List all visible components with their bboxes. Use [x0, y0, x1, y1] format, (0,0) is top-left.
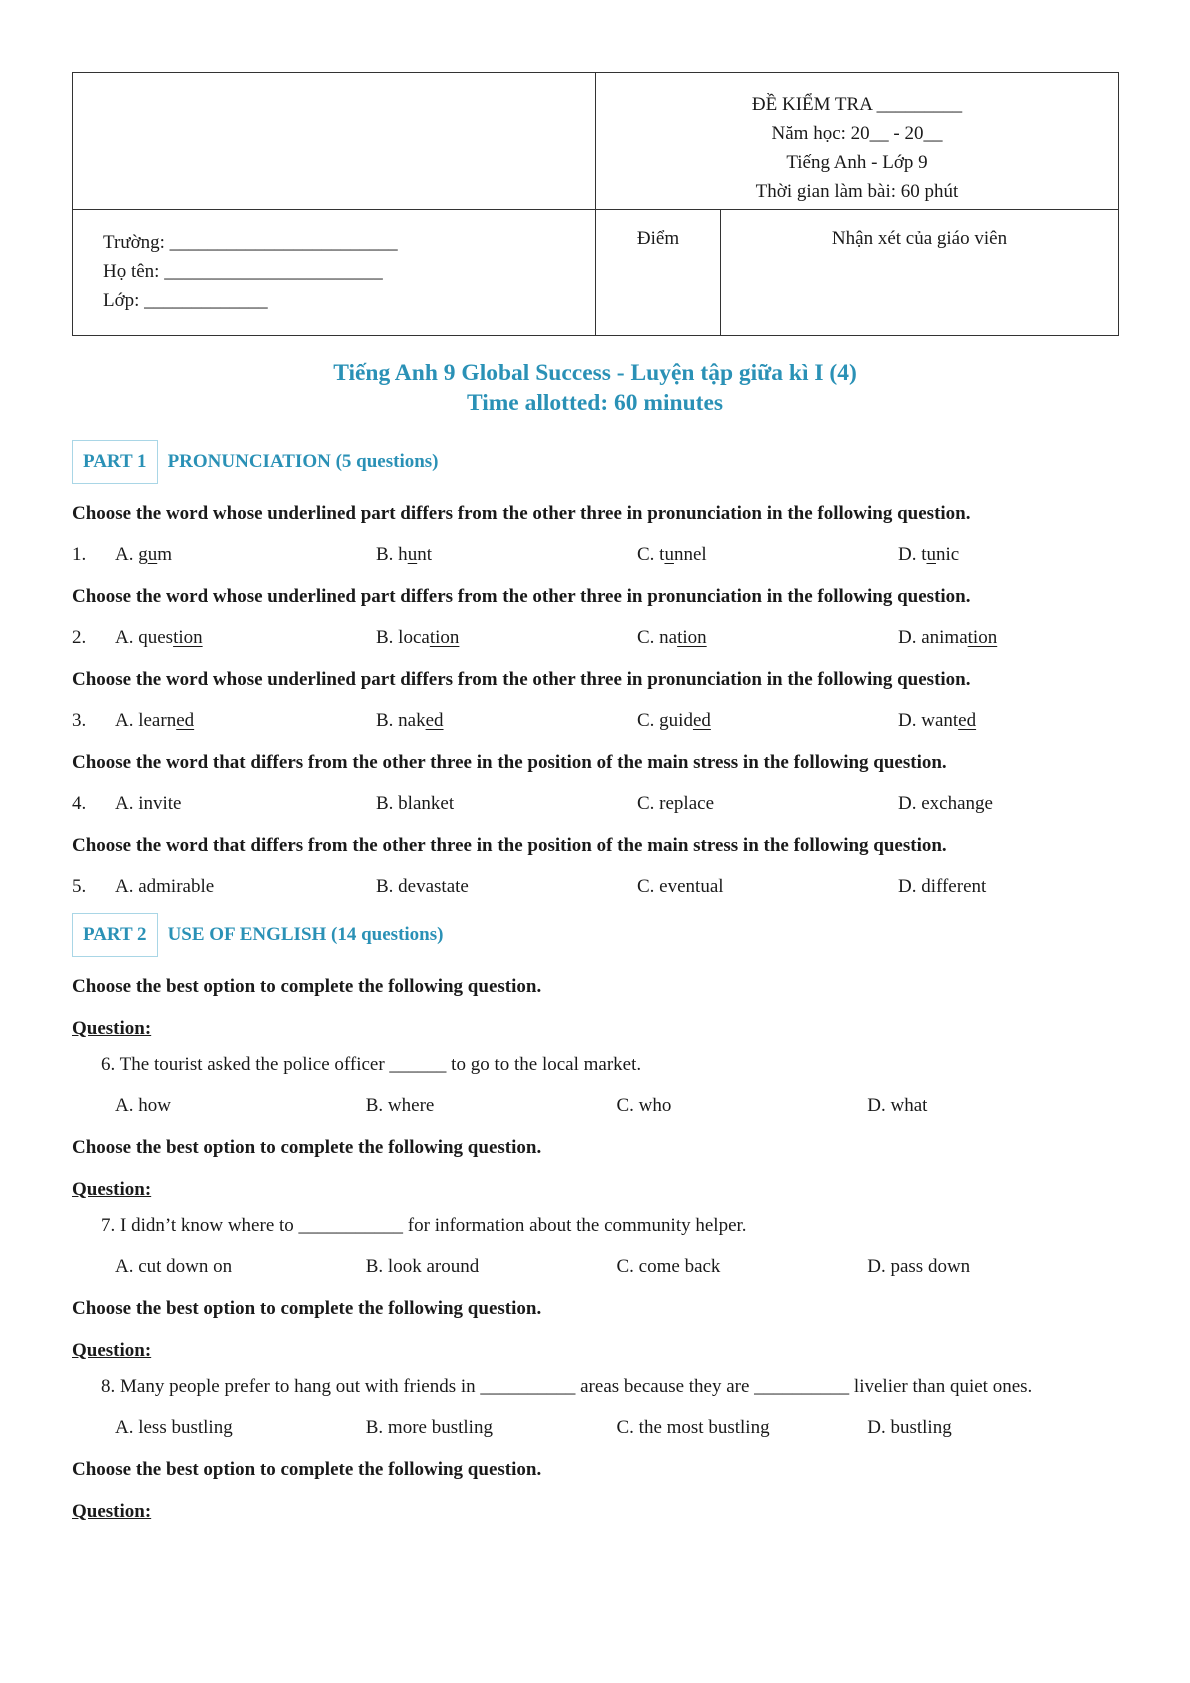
answer-option[interactable]: C. come back: [616, 1256, 721, 1277]
part1-header: [72, 440, 1118, 484]
question-instruction: Choose the best option to complete the following question.: [72, 1298, 542, 1319]
question-label: Question:: [72, 1179, 152, 1200]
answer-option[interactable]: A. admirable: [115, 876, 215, 897]
answer-option[interactable]: D. tunic: [898, 544, 960, 565]
school-field[interactable]: Trường: ________________________: [103, 232, 398, 253]
options-row: [72, 1255, 1118, 1279]
answer-option[interactable]: A. invite: [115, 793, 182, 814]
underlined-part: ed: [176, 710, 195, 731]
class-field[interactable]: Lớp: _____________: [103, 290, 268, 311]
question-instruction: Choose the word that differs from the other three in the position of the main stress in the following question.: [72, 752, 947, 773]
answer-option[interactable]: C. eventual: [637, 876, 724, 897]
answer-option[interactable]: D. wanted: [898, 710, 977, 731]
answer-option[interactable]: B. blanket: [376, 793, 455, 814]
answer-option[interactable]: C. nation: [637, 627, 707, 648]
underlined-part: tion: [677, 627, 707, 648]
exam-title: ĐỀ KIỂM TRA _________: [751, 94, 963, 115]
question-instruction: Choose the best option to complete the following question.: [72, 1137, 542, 1158]
question-number: 1.: [72, 544, 87, 565]
part2-header: [72, 913, 1118, 957]
underlined-part: u: [407, 544, 418, 565]
school-year: Năm học: 20__ - 20__: [771, 123, 943, 144]
answer-option[interactable]: A. learned: [115, 710, 195, 731]
question-number: 3.: [72, 710, 87, 731]
student-info-cell: [73, 210, 596, 336]
question-instruction: Choose the word that differs from the other three in the position of the main stress in the following question.: [72, 835, 947, 856]
part1-heading: PRONUNCIATION (5 questions): [167, 451, 439, 472]
teacher-comment-cell: Nhận xét của giáo viên: [721, 210, 1119, 336]
question-instruction: Choose the best option to complete the following question.: [72, 976, 542, 997]
part2-tag: PART 2: [72, 913, 158, 957]
question-instruction: Choose the word whose underlined part differs from the other three in pronunciation in the following question.: [72, 503, 971, 524]
answer-option[interactable]: D. what: [867, 1095, 928, 1116]
answer-option[interactable]: C. the most bustling: [616, 1417, 770, 1438]
exam-info-cell: [596, 73, 1119, 210]
answer-option[interactable]: A. how: [115, 1095, 171, 1116]
question-number: 2.: [72, 627, 87, 648]
answer-option[interactable]: A. gum: [115, 544, 173, 565]
answer-option[interactable]: B. devastate: [376, 876, 469, 897]
question-instruction: Choose the best option to complete the following question.: [72, 1459, 542, 1480]
options-row: [72, 626, 1118, 650]
question-number: 5.: [72, 876, 87, 897]
options-row: [72, 543, 1118, 567]
underlined-part: ed: [425, 710, 444, 731]
answer-option[interactable]: C. guided: [637, 710, 711, 731]
options-row: [72, 709, 1118, 733]
part1-question-list: [72, 502, 1118, 899]
name-field[interactable]: Họ tên: _______________________: [103, 261, 383, 282]
question-instruction: Choose the word whose underlined part differs from the other three in pronunciation in the following question.: [72, 669, 971, 690]
answer-option[interactable]: B. more bustling: [365, 1417, 493, 1438]
underlined-part: ed: [958, 710, 977, 731]
score-cell: Điểm: [596, 210, 721, 336]
answer-option[interactable]: C. who: [616, 1095, 672, 1116]
answer-option[interactable]: A. less bustling: [115, 1417, 233, 1438]
header-table: [72, 72, 1119, 336]
underlined-part: tion: [173, 627, 203, 648]
question-label: Question:: [72, 1340, 152, 1361]
question-number: 4.: [72, 793, 87, 814]
answer-option[interactable]: A. question: [115, 627, 203, 648]
answer-option[interactable]: C. tunnel: [637, 544, 707, 565]
options-row: [72, 792, 1118, 816]
underlined-part: ed: [692, 710, 711, 731]
question-text: 7. I didn’t know where to ___________ for information about the community helper.: [101, 1215, 747, 1236]
underlined-part: tion: [967, 627, 998, 648]
underlined-part: u: [926, 544, 936, 565]
answer-option[interactable]: D. animation: [898, 627, 998, 648]
underlined-part: u: [664, 544, 674, 565]
answer-option[interactable]: D. exchange: [898, 793, 993, 814]
question-text: 6. The tourist asked the police officer ______ to go to the local market.: [101, 1054, 642, 1075]
answer-option[interactable]: D. pass down: [867, 1256, 971, 1277]
header-blank-cell: [73, 73, 596, 210]
answer-option[interactable]: D. different: [898, 876, 987, 897]
part2-question-list: [72, 975, 1118, 1524]
answer-option[interactable]: A. cut down on: [115, 1256, 233, 1277]
answer-option[interactable]: B. naked: [376, 710, 444, 731]
answer-option[interactable]: B. where: [365, 1095, 435, 1116]
options-row: [72, 875, 1118, 899]
answer-option[interactable]: D. bustling: [867, 1417, 952, 1438]
question-label: Question:: [72, 1018, 152, 1039]
question-label: Question:: [72, 1501, 152, 1522]
options-row: [72, 1416, 1118, 1440]
answer-option[interactable]: C. replace: [637, 793, 715, 814]
options-row: [72, 1094, 1118, 1118]
page-title: [72, 358, 1118, 418]
title-line-2: Time allotted: 60 minutes: [466, 390, 724, 416]
underlined-part: tion: [429, 627, 460, 648]
answer-option[interactable]: B. location: [376, 627, 460, 648]
question-text: 8. Many people prefer to hang out with friends in __________ areas because they are __________ livelier than quiet ones.: [101, 1376, 1033, 1397]
underlined-part: u: [147, 544, 158, 565]
answer-option[interactable]: B. hunt: [376, 544, 432, 565]
part2-heading: USE OF ENGLISH (14 questions): [167, 924, 444, 945]
duration: Thời gian làm bài: 60 phút: [755, 181, 959, 202]
part1-tag: PART 1: [72, 440, 158, 484]
question-instruction: Choose the word whose underlined part differs from the other three in pronunciation in the following question.: [72, 586, 971, 607]
subject: Tiếng Anh - Lớp 9: [786, 152, 928, 173]
answer-option[interactable]: B. look around: [365, 1256, 480, 1277]
title-line-1: Tiếng Anh 9 Global Success - Luyện tập giữa kì I (4): [333, 360, 857, 386]
exam-page: [72, 72, 1118, 1524]
